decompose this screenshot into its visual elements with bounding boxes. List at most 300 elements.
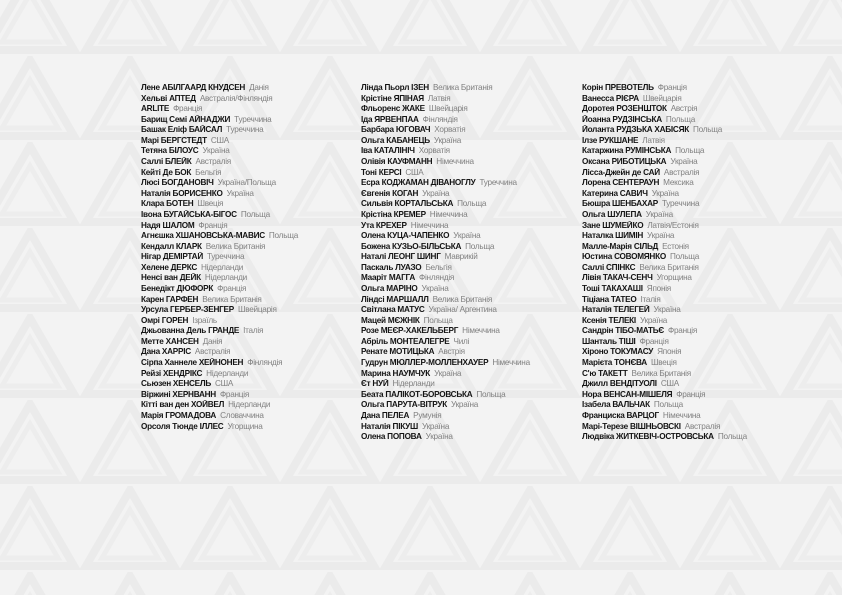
artist-name: Ванесса РІЄРА [582, 93, 639, 103]
list-item [582, 94, 817, 105]
list-item [141, 94, 351, 105]
artist-name: Урсула ГЕРБЕР-ЗЕНГЕР [141, 305, 234, 315]
list-item [582, 146, 817, 157]
artist-name: Людвіка ЖИТКЕВІЧ-ОСТРОВСЬКА [582, 432, 714, 442]
artist-country: Швейцарія [642, 93, 682, 103]
artist-country: Франція [676, 389, 706, 399]
artist-name: Рейзі ХЕНДРІКС [141, 368, 203, 378]
artist-country: Велика Британія [202, 294, 262, 304]
artist-country: Україна [425, 432, 453, 442]
artist-country: Німеччина [410, 220, 449, 230]
artist-name: Марі БЕРГСТЕДТ [141, 135, 207, 145]
list-item [582, 422, 817, 433]
artist-name: Марі-Терезе ВІШНЬОВСКІ [582, 421, 681, 431]
artist-name: Юстина СОВОМЯНКО [582, 252, 666, 262]
list-item [582, 242, 817, 253]
artist-name: Тоні КЕРСІ [361, 167, 402, 177]
artist-name: Зане ШУМЕЙКО [582, 220, 644, 230]
list-item [361, 210, 581, 221]
artist-name: Нігар ДЕМІРТАЙ [141, 252, 203, 262]
artist-country: Бельгія [425, 262, 452, 272]
artist-name: Лівія ТАКАЧ-СЕНЧ [582, 273, 653, 283]
artist-country: Велика Британія [432, 83, 493, 92]
list-item [141, 252, 351, 263]
artist-country: Польща [465, 241, 495, 251]
artist-country: Україна [421, 283, 449, 293]
list-item [361, 189, 581, 200]
artist-country: Хорватія [434, 125, 466, 135]
list-item [361, 422, 581, 433]
list-item [141, 221, 351, 232]
artist-country: Німеччина [462, 326, 500, 336]
list-item [361, 115, 581, 126]
artist-name: Метте ХАНСЕН [141, 336, 199, 346]
artist-name: Ізабела ВАЛЬЧАК [582, 400, 650, 410]
artist-country: Україна [202, 146, 230, 156]
artist-country: Польща [653, 400, 683, 410]
artist-country: Франція [219, 389, 249, 399]
artist-name: Саллі БЛЕЙК [141, 157, 192, 167]
list-item [582, 221, 817, 232]
list-item [141, 316, 351, 327]
artist-country: Україна [434, 368, 462, 378]
list-item [361, 305, 581, 316]
artist-name: Джьованна Дель ГРАНДЕ [141, 326, 240, 336]
artist-name: Кейті Де БОК [141, 167, 192, 177]
artist-country: Японія [657, 347, 682, 357]
list-item [361, 83, 581, 94]
artist-country: Австрія [670, 104, 698, 114]
artist-name: Івона БУГАЙСЬКА-БІГОС [141, 209, 237, 219]
list-item [582, 178, 817, 189]
artist-name: Башак Еліф БАЙСАЛ [141, 125, 223, 135]
artist-name: Хіроно ТОКУМАСУ [582, 347, 654, 357]
artist-country: Нідерланди [201, 262, 244, 272]
list-item [361, 411, 581, 422]
artist-name: Наталія ТЕЛЕГЕЙ [582, 305, 650, 315]
list-item [582, 252, 817, 263]
artist-name: Барищ Семі АЙНАДЖИ [141, 114, 231, 124]
list-item [582, 115, 817, 126]
list-item [361, 157, 581, 168]
list-item [361, 199, 581, 210]
list-item [141, 146, 351, 157]
artist-name: Абріль МОНТЕАЛЕГРЕ [361, 336, 450, 346]
artist-name: Лісса-Джейн де САЙ [582, 167, 660, 177]
artist-country: Велика Британія [205, 241, 266, 251]
artist-name: Сірпа Ханнеле ХЕЙНОНЕН [141, 358, 244, 368]
artist-country: Нідерланди [206, 368, 249, 378]
artist-name: Тоші ТАКАХАШІ [582, 283, 643, 293]
list-item [361, 369, 581, 380]
artist-name: Сандрін ТІБО-МАТЬЄ [582, 326, 664, 336]
artist-country: Туреччина [234, 114, 272, 124]
artist-name: Іва КАТАЛІНІЧ [361, 146, 415, 156]
list-item [141, 337, 351, 348]
list-item [582, 337, 817, 348]
list-item [141, 284, 351, 295]
list-item [582, 400, 817, 411]
list-item [361, 168, 581, 179]
artist-name: Наталі ЛЕОНГ ШИНГ [361, 252, 441, 262]
artist-name: Орсоля Тюнде ІЛЛЕС [141, 421, 224, 431]
artist-country: Франція [173, 104, 203, 114]
artist-country: Польща [665, 114, 695, 124]
artist-country: Швейцарія [428, 104, 468, 114]
artist-name: Нора ВЕНСАН-МІШЕЛЯ [582, 389, 673, 399]
artist-country: Україна [433, 135, 461, 145]
artist-country: США [660, 379, 679, 389]
list-item [582, 432, 817, 443]
artist-name: Ліндсі МАРШАЛЛ [361, 294, 429, 304]
list-item [582, 104, 817, 115]
list-item [141, 347, 351, 358]
list-item [582, 316, 817, 327]
artist-name: Крістіна КРЕМЕР [361, 209, 426, 219]
artist-country: Маврикій [444, 252, 478, 262]
list-item [582, 411, 817, 422]
list-item [361, 221, 581, 232]
artist-name: Кендалл КЛАРК [141, 241, 202, 251]
list-item [361, 432, 581, 443]
artist-country: Україна [653, 305, 681, 315]
list-item [141, 263, 351, 274]
list-item [141, 326, 351, 337]
artist-name: Франциска ВАРЦОГ [582, 410, 659, 420]
list-item [582, 189, 817, 200]
artist-name: Іда ЯРВЕНПАА [361, 114, 419, 124]
artist-country: Японія [646, 283, 671, 293]
list-item [361, 316, 581, 327]
artist-column-1 [141, 83, 351, 432]
list-item [582, 168, 817, 179]
artist-country: Україна [645, 209, 673, 219]
artist-country: Франція [217, 283, 247, 293]
artist-country: Польща [675, 146, 705, 156]
list-item [582, 136, 817, 147]
artist-name: Катерина САВИЧ [582, 188, 648, 198]
artist-name: Ксенія ТЕЛЕКІ [582, 315, 636, 325]
artist-name: Сильвія КОРТАЛЬСЬКА [361, 199, 454, 209]
artist-country: Україна [450, 400, 479, 410]
list-item [361, 125, 581, 136]
artist-country: Швейцарія [237, 305, 277, 315]
artist-name: Люсі БОГДАНОВІЧ [141, 178, 214, 188]
list-item [582, 83, 817, 94]
artist-name: Оксана РИБОТИЦЬКА [582, 157, 667, 167]
artist-country: Німеччина [662, 410, 701, 420]
list-item [582, 125, 817, 136]
artist-country: Україна [422, 421, 450, 431]
artist-country: Польща [476, 389, 506, 399]
artist-country: Словаччина [220, 410, 264, 420]
list-item [141, 390, 351, 401]
artist-name: Мацей МЄЖНІК [361, 315, 420, 325]
artist-name: Беата ПАЛІКОТ-БОРОВСЬКА [361, 389, 473, 399]
list-item [361, 347, 581, 358]
artist-name: Гудрун МЮЛЛЕР-МОЛЛЕНХАУЕР [361, 358, 489, 368]
artist-country: Італія [243, 326, 264, 336]
artist-name: Надя ШАЛОМ [141, 220, 195, 230]
artist-name: Хелене ДЕРКС [141, 262, 197, 272]
list-item [361, 104, 581, 115]
artist-country: Польща [692, 125, 723, 135]
artist-name: Сьюзен ХЕНСЕЛЬ [141, 379, 212, 389]
artist-country: Нідерланди [392, 379, 435, 389]
artist-name: Кітті ван ден ХОЙВЕЛ [141, 400, 225, 410]
list-item [582, 326, 817, 337]
list-item [141, 125, 351, 136]
artist-country: Польща [717, 432, 747, 442]
artist-country: Данія [202, 336, 223, 346]
artist-name: Йоанна РУДЗІНСЬКА [582, 114, 662, 124]
artist-country: Польща [457, 199, 487, 209]
artist-name: Ута КРЕХЕР [361, 220, 407, 230]
artist-name: Божена КУЗЬО-БІЛЬСЬКА [361, 241, 462, 251]
artist-name: Шанталь ТІШІ [582, 336, 636, 346]
artist-name: Олена ПОПОВА [361, 432, 422, 442]
artist-country: Ізраїль [192, 315, 217, 325]
artist-name: Корін ПРЕВОТЕЛЬ [582, 83, 654, 92]
list-item [141, 199, 351, 210]
artist-country: Україна [647, 231, 675, 241]
artist-country: Бельгія [195, 167, 222, 177]
artist-country: Україна [226, 188, 254, 198]
artist-name: Наталка ШИМІН [582, 231, 644, 241]
artist-name: Агнєшка ХШАНОВСЬКА-МАВИС [141, 231, 265, 241]
artist-country: Італія [640, 294, 661, 304]
artist-country: Франція [657, 83, 687, 92]
artist-name: Лінда Пьорл ІЗЕН [361, 83, 429, 92]
list-item [361, 284, 581, 295]
list-item [361, 400, 581, 411]
artist-country: Естонія [662, 241, 689, 251]
artist-name: Карен ГАРФЕН [141, 294, 199, 304]
list-item [141, 157, 351, 168]
artist-name: Бенедікт ДЮФОРК [141, 283, 214, 293]
artist-name: Бюшра ШЕНБАХАР [582, 199, 658, 209]
list-item [582, 231, 817, 242]
list-item [361, 379, 581, 390]
list-item [141, 369, 351, 380]
artist-name: Марина НАУМЧУК [361, 368, 431, 378]
list-item [141, 273, 351, 284]
artist-name: Єт НУЙ [361, 379, 389, 389]
list-item [141, 83, 351, 94]
artist-country: США [210, 135, 230, 145]
artist-country: Фінляндія [247, 358, 283, 368]
artist-country: Німеччина [429, 209, 468, 219]
artist-country: Австралія [195, 157, 231, 167]
artist-name: Ольга МАРІНО [361, 283, 418, 293]
artist-country: Німеччина [436, 157, 474, 167]
list-item [361, 252, 581, 263]
list-item [582, 358, 817, 369]
artist-country: Польща [669, 252, 700, 262]
artist-country: США [215, 379, 234, 389]
artist-name: Клара БОТЕН [141, 199, 194, 209]
artist-name: Світлана МАТУС [361, 305, 425, 315]
list-item [141, 358, 351, 369]
artist-name: Дана ПЕЛЕА [361, 410, 410, 420]
list-item [141, 379, 351, 390]
artist-country: Фінляндія [422, 114, 458, 124]
list-item [141, 411, 351, 422]
artist-country: Румунія [413, 410, 442, 420]
artist-country: Туреччина [226, 125, 264, 135]
artist-name: Ненсі ван ДЕЙК [141, 273, 201, 283]
artist-country: Туреччина [206, 252, 245, 262]
list-item [361, 136, 581, 147]
list-item [582, 369, 817, 380]
artist-name: Тетяна БІЛОУС [141, 146, 199, 156]
artist-country: Польща [240, 209, 270, 219]
artist-name: Ольга ПАРУТА-ВІТРУК [361, 400, 447, 410]
artist-name: Йоланта РУДЗЬКА ХАБІСЯК [582, 125, 689, 135]
artist-country: Нідерланди [228, 400, 271, 410]
list-item [141, 210, 351, 221]
artist-name: Катаржина РУМІНСЬКА [582, 146, 672, 156]
artist-country: Латвія [427, 93, 451, 103]
list-item [361, 263, 581, 274]
list-item [361, 390, 581, 401]
list-item [141, 115, 351, 126]
artist-name: Олена КУЦА-ЧАПЕНКО [361, 231, 450, 241]
artist-country: Фінляндія [419, 273, 455, 283]
artist-country: Україна [639, 315, 668, 325]
list-item [361, 178, 581, 189]
artist-country: Франція [668, 326, 698, 336]
list-item [141, 295, 351, 306]
list-item [141, 305, 351, 316]
artist-country: Україна/ Аргентина [428, 305, 497, 315]
list-item [141, 231, 351, 242]
artist-country: Австралія [194, 347, 231, 357]
artist-country: Велика Британія [631, 368, 691, 378]
list-item [141, 168, 351, 179]
list-item [582, 157, 817, 168]
list-item [582, 347, 817, 358]
artist-name: Віржині ХЕРНВАНН [141, 389, 216, 399]
artist-name: Розе МЕЄР-ХАКЕЛЬБЕРГ [361, 326, 459, 336]
artist-name: Малле-Марія СІЛЬД [582, 241, 659, 251]
list-item [141, 242, 351, 253]
artist-name: Дана ХАРРІС [141, 347, 191, 357]
artist-name: Марієта ТОНЄВА [582, 358, 647, 368]
artist-country: Україна [422, 188, 450, 198]
artist-name: Хельві АПТЕД [141, 93, 196, 103]
list-item [361, 326, 581, 337]
list-item [361, 94, 581, 105]
list-item [582, 379, 817, 390]
artist-name: Джилл ВЕНДІТУОЛІ [582, 379, 657, 389]
artist-country: Хорватія [418, 146, 450, 156]
artist-country: США [405, 167, 424, 177]
artist-country: Туреччина [479, 178, 517, 188]
artist-country: Франція [639, 336, 669, 346]
artist-name: Ольга ШУЛЕПА [582, 209, 642, 219]
artist-name: Есра КОДЖАМАН ДІВАНОГЛУ [361, 178, 476, 188]
artist-name: Тіціана ТАТЕО [582, 294, 637, 304]
artist-country: Угорщина [227, 421, 263, 431]
artist-name: С'ю ТАКЕТТ [582, 368, 628, 378]
artist-country: Німеччина [492, 358, 530, 368]
artist-name: Мааріт МАГГА [361, 273, 416, 283]
list-item [582, 263, 817, 274]
artist-country: Польща [268, 231, 298, 241]
list-item [141, 104, 351, 115]
artist-name: Ілзе РУКШАНЕ [582, 135, 639, 145]
list-item [361, 295, 581, 306]
list-item [141, 422, 351, 433]
artist-name: Крістіне ЯПІНАЯ [361, 93, 424, 103]
artist-country: Латвія/Естонія [647, 220, 699, 230]
artist-country: Велика Британія [639, 262, 699, 272]
artist-country: Франція [198, 220, 228, 230]
artist-country: Швеція [650, 358, 677, 368]
artist-name: Паскаль ЛУАЗО [361, 262, 422, 272]
artist-name: Євгенія КОГАН [361, 188, 419, 198]
artist-name: Олівія КАУФМАНН [361, 157, 433, 167]
list-item [582, 295, 817, 306]
artist-name: Фльоренс ЖАКЕ [361, 104, 425, 114]
list-item [141, 189, 351, 200]
artist-country: Угорщина [656, 273, 692, 283]
list-item [582, 390, 817, 401]
artist-name: Лорена СЕНТЕРАУН [582, 178, 660, 188]
list-item [141, 178, 351, 189]
artist-country: Нідерланди [204, 273, 247, 283]
artist-name: ARLITE [141, 104, 170, 114]
artist-country: Польща [423, 315, 453, 325]
artist-country: Велика Британія [432, 294, 493, 304]
list-item [361, 273, 581, 284]
artist-name: Лене АБІЛГААРД КНУДСЕН [141, 83, 246, 92]
artist-name: Саллі СПІНКС [582, 262, 636, 272]
artist-name: Ренате МОТИЦЬКА [361, 347, 435, 357]
artist-country: Данія [249, 83, 269, 92]
list-item [582, 305, 817, 316]
list-item [361, 231, 581, 242]
artist-name: Марія ГРОМАДОВА [141, 410, 217, 420]
artist-name: Барбара ЮГОВАЧ [361, 125, 431, 135]
list-item [361, 337, 581, 348]
artist-country: Швеція [197, 199, 224, 209]
artist-name: Доротея РОЗЕНШТОК [582, 104, 667, 114]
artist-country: Латвія [642, 135, 665, 145]
artist-column-3 [582, 83, 817, 443]
artist-name: Ольга КАБАНЕЦЬ [361, 135, 430, 145]
artist-country: Україна [453, 231, 481, 241]
list-item [582, 210, 817, 221]
artist-country: Австрія [438, 347, 465, 357]
artist-country: Україна [651, 188, 679, 198]
artist-country: Австралія [663, 167, 700, 177]
artist-column-2 [361, 83, 581, 443]
list-item [582, 199, 817, 210]
artist-name: Наталія ПІКУШ [361, 421, 418, 431]
artist-name: Омрі ГОРЕН [141, 315, 189, 325]
artist-country: Австралія [684, 421, 721, 431]
artist-country: Україна/Польща [217, 178, 276, 188]
artist-country: Україна [670, 157, 698, 167]
artist-country: Туреччина [661, 199, 700, 209]
list-item [361, 146, 581, 157]
list-item [361, 358, 581, 369]
list-item [361, 242, 581, 253]
list-item [141, 400, 351, 411]
artist-country: Австралія/Фінляндія [199, 93, 273, 103]
